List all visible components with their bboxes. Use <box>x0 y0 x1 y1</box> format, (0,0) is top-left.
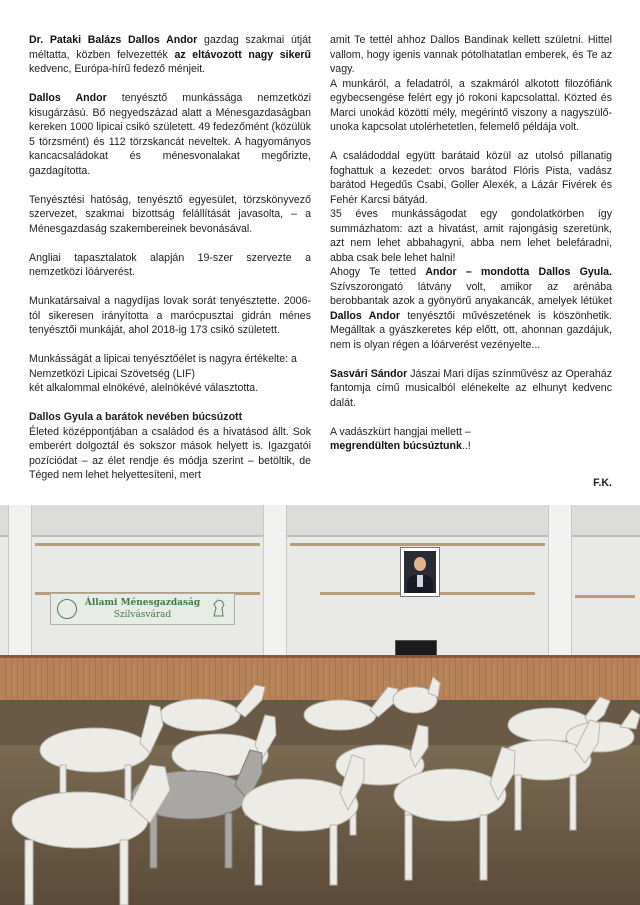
crest-icon <box>57 599 77 619</box>
wall-rail <box>575 595 635 598</box>
paragraph-career: Dallos Andor tenyésztő munkássága nemzetközi kisugárzású. Bő negyedszázad alatt a Ménesgazdaságban kereken 1000 lipicai csikó született. 49 fedezőmént (közülük 5 törzsmént) és 112 törzskancát neveltek. A hagyományos kancacsaládokat és ménesvonalakat megőrizte, gazdagította. <box>29 92 312 177</box>
paragraph-proposals: Tenyésztési hatóság, tenyésztő egyesület, törzskönyvező szervezet, szakmai bizottság felállítását javasolta, – a Ménesgazdaság szakembereinek bevonásával. <box>29 193 311 235</box>
horse <box>160 685 265 731</box>
paragraph-breeding: Munkatársaival a nagydíjas lovak sorát tenyésztette. 2006-tól sikeresen irányította a marócpusztai gidrán ménes tenyésztői munkáját, ahol 2018-ig 173 csikó született. <box>29 295 311 336</box>
paragraph-philosophy: A munkáról, a feladatról, a szakmáról alkotott filozófiánk egybecsengése felért egy jó rokoni kapcsolattal. Közted és Marci unokád közötti mély, megérintő viszony a nagyszülő-unoka kapcsolat utolérhetetlen, felemelő példája volt. <box>330 77 612 133</box>
horse <box>12 765 170 905</box>
subject-name: Dallos Andor <box>29 92 107 104</box>
section-heading: Dallos Gyula a barátok nevében búcsúzott <box>29 411 243 423</box>
stud-farm-banner: Állami Ménesgazdaság Szilvásvárad <box>50 593 235 625</box>
wall-rail <box>35 543 260 546</box>
paragraph-eulogy-start: Életed középpontjában a családod és a hivatásod állt. Sok emberért dolgoztál és sokszor mások helyett is. Igazgatói pozíciódat – az élet rendje és módja szerint – betöltik, de Téged nem lehet helyettesíteni, mert <box>29 425 311 481</box>
paragraph-farewell: A vadászkürt hangjai mellett – megrendülten búcsúztunk..! <box>330 425 471 452</box>
speaker-name: Dr. Pataki Balázs Dallos Andor <box>29 34 198 46</box>
paragraph-arena: Ahogy Te tetted Andor – mondotta Dallos Gyula. Szívszorongató látvány volt, amikor az arénába berobbantak azok a gyönyörű anyakancák, amelyek létüket Dallos Andor tenyésztői művészetének is köszönhetik. Megálltak a gyászkeretes kép előtt, ott, ahonnan gazdájuk, nem is olyan régen a lóárverést vezényelte... <box>330 266 612 351</box>
arena-roof-beam <box>0 505 640 537</box>
wall-rail <box>290 543 545 546</box>
arena-photo <box>0 505 640 905</box>
wall-pillar <box>8 505 32 660</box>
article-right-column <box>330 33 612 454</box>
paragraph-song: Sasvári Sándor Jászai Mari díjas színművész az Operaház fantomja című musicalból elénekelte az elhunyt kedvenc dalát. <box>330 367 612 409</box>
paragraph-summary: 35 éves munkásságodat egy gondolatkörben így summázhatom: azt a hivatást, amit rajongásig szeretünk, azt nem lehet abbahagyni, abba nem lehet belefáradni, abba csak bele lehet halni! <box>330 208 612 264</box>
author-signature: F.K. <box>593 477 612 489</box>
memorial-portrait <box>400 547 440 597</box>
horse-emblem-icon <box>210 598 228 618</box>
lipizzaner-herd <box>0 655 640 905</box>
paragraph-intro: Dr. Pataki Balázs Dallos Andor gazdag szakmai útját méltatta, közben felvezették az eltávozott nagy sikerű kedvenc, Európa-hírű fedező ménjeit. <box>29 34 311 75</box>
paragraph-lif: Munkásságát a lipicai tenyésztőélet is nagyra értékelte: a Nemzetközi Lipicai Szövetség (LIF) két alkalommal elnökévé, alelnökévé választotta. <box>29 353 297 394</box>
article-left-column <box>29 33 311 483</box>
horse <box>393 677 440 713</box>
paragraph-eulogy-cont: amit Te tettél ahhoz Dallos Bandinak kellett születni. Hittel vallom, hogy igenis vannak pótolhatatlan emberek, és Te az vagy. <box>330 34 612 75</box>
performer-name: Sasvári Sándor <box>330 367 408 380</box>
paragraph-friends: A családoddal együtt barátaid közül az utolsó pillanatig foghattuk a kezedet: orvos barátod Flóris Pista, vadász barátod Hegedűs Csabi, Goller Alexék, a Lázár Fivérek és Fehér Karcsi bátyád. <box>330 150 612 206</box>
wall-pillar <box>263 505 287 660</box>
horse <box>304 687 398 730</box>
paragraph-auction: Angliai tapasztalatok alapján 19-szer szervezte a nemzetközi lóárverést. <box>29 251 311 278</box>
wall-pillar <box>548 505 572 660</box>
